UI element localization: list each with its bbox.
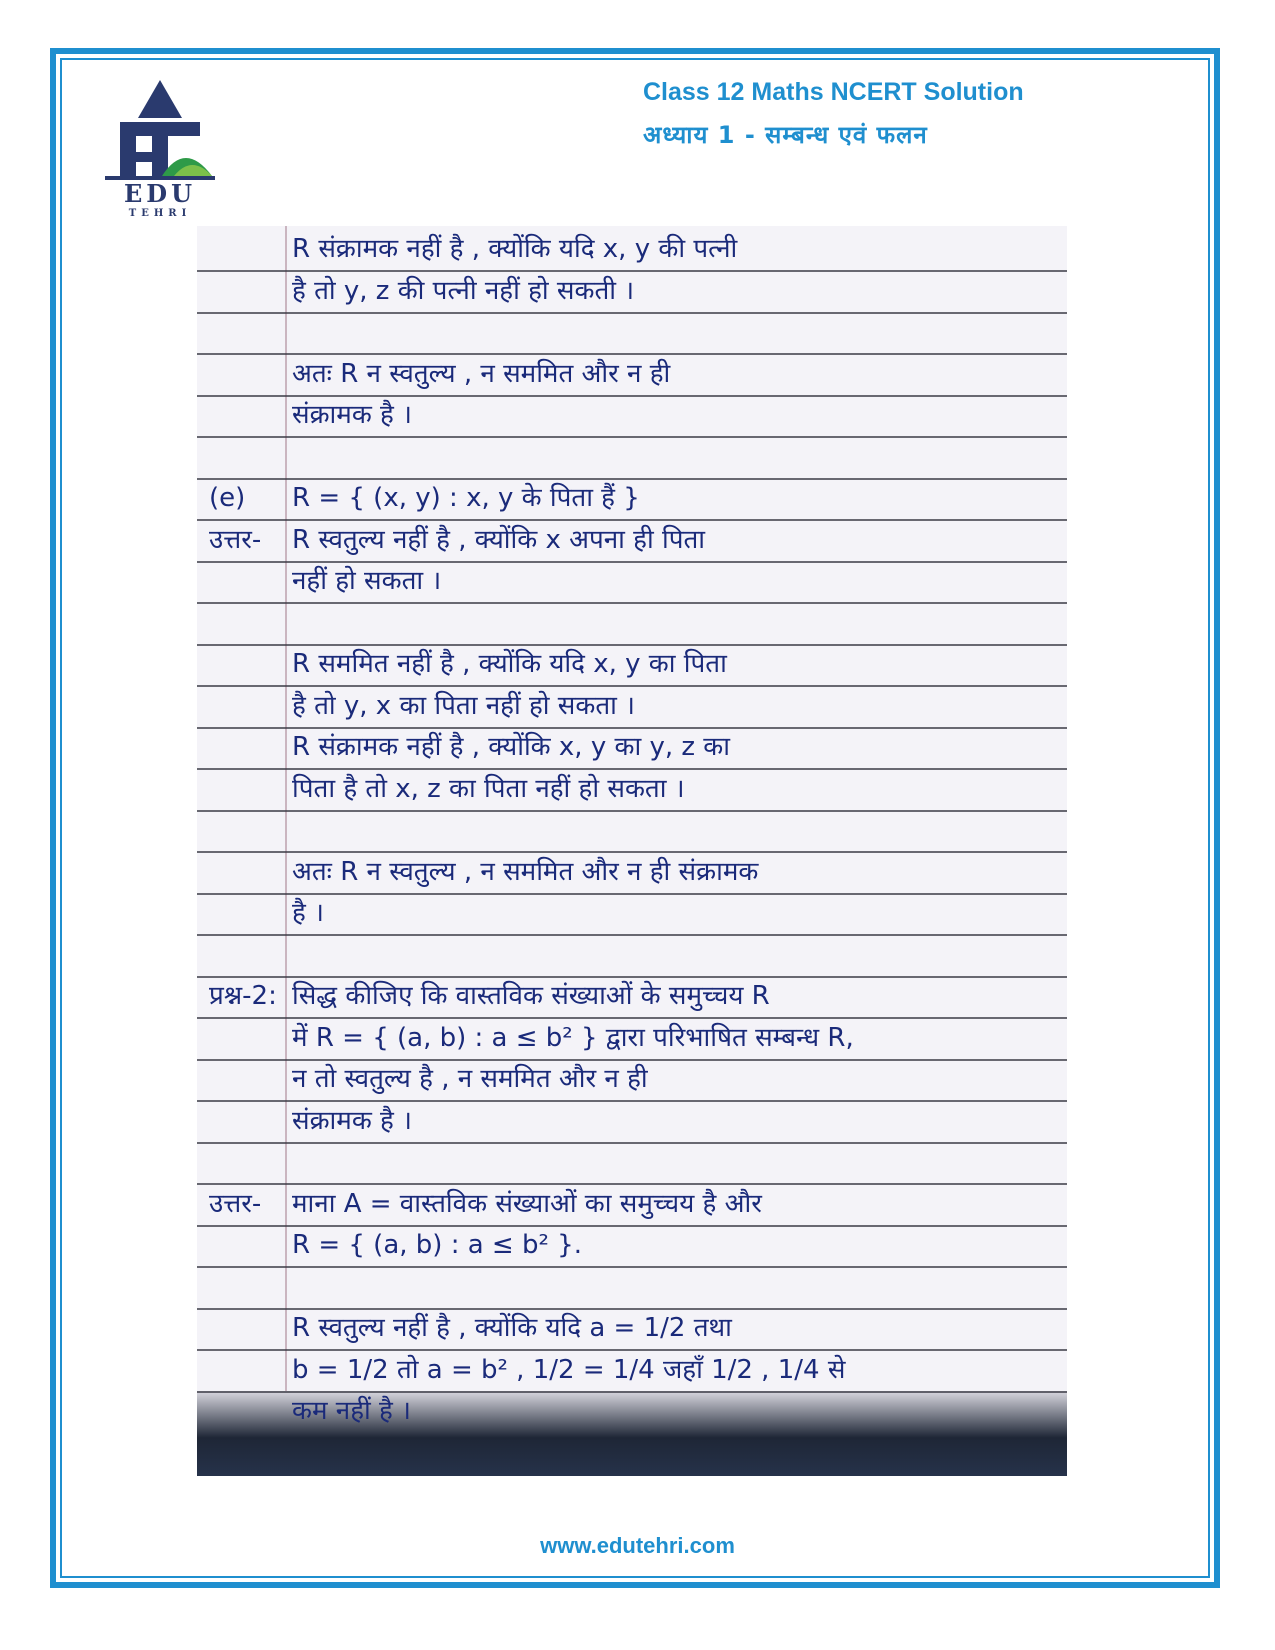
- handwritten-line: b = 1/2 तो a = b² , 1/2 = 1/4 जहाँ 1/2 , 1/4 से: [292, 1354, 846, 1385]
- svg-text:TEHRI: TEHRI: [128, 208, 192, 219]
- notebook-rule: [197, 270, 1067, 272]
- handwritten-line: R = { (a, b) : a ≤ b² }.: [292, 1230, 582, 1260]
- notebook-rule: [197, 1308, 1067, 1310]
- handwritten-line: R स्वतुल्य नहीं है , क्योंकि x अपना ही पिता: [292, 524, 706, 555]
- chapter-subtitle: अध्याय 1 - सम्बन्ध एवं फलन: [643, 121, 928, 149]
- notebook-rule: [197, 1183, 1067, 1185]
- notebook-rule: [197, 893, 1067, 895]
- notebook-rule: [197, 1100, 1067, 1102]
- handwritten-line: सिद्ध कीजिए कि वास्तविक संख्याओं के समुच्चय R: [292, 981, 770, 1011]
- notebook-rule: [197, 1266, 1067, 1268]
- margin-label: उत्तर-: [209, 524, 262, 555]
- notebook-rule: [197, 561, 1067, 563]
- notebook-rule: [197, 685, 1067, 687]
- handwritten-line: में R = { (a, b) : a ≤ b² } द्वारा परिभाषित सम्बन्ध R,: [292, 1022, 854, 1053]
- margin-label: उत्तर-: [209, 1188, 262, 1219]
- notebook-rule: [197, 395, 1067, 397]
- handwritten-line: न तो स्वतुल्य है , न सममित और न ही: [292, 1064, 648, 1094]
- notebook-rule: [197, 1391, 1067, 1393]
- handwritten-line: अतः R न स्वतुल्य , न सममित और न ही संक्रामक: [292, 856, 759, 887]
- notebook-rule: [197, 1142, 1067, 1144]
- notebook-rule: [197, 934, 1067, 936]
- svg-text:EDU: EDU: [123, 179, 197, 208]
- notebook-rule: [197, 312, 1067, 314]
- handwritten-line: R स्वतुल्य नहीं है , क्योंकि यदि a = 1/2 तथा: [292, 1313, 732, 1343]
- footer-website-link[interactable]: www.edutehri.com: [540, 1533, 735, 1558]
- notebook-rule: [197, 1225, 1067, 1227]
- notebook-rule: [197, 1017, 1067, 1019]
- handwritten-line: है तो y, x का पिता नहीं हो सकता ।: [292, 690, 636, 721]
- notebook-rule: [197, 768, 1067, 770]
- notebook-rule: [197, 851, 1067, 853]
- handwritten-line: संक्रामक है ।: [292, 1105, 412, 1136]
- notebook-rule: [197, 1059, 1067, 1061]
- notebook-rule: [197, 478, 1067, 480]
- edu-tehri-logo: [100, 80, 220, 220]
- notebook-rule: [197, 810, 1067, 812]
- handwritten-line: पिता है तो x, z का पिता नहीं हो सकता ।: [292, 773, 685, 804]
- handwritten-line: है तो y, z की पत्नी नहीं हो सकती ।: [292, 275, 635, 306]
- notebook-rule: [197, 644, 1067, 646]
- margin-label: प्रश्न-2:: [209, 981, 277, 1011]
- notebook-photo: [197, 226, 1067, 1476]
- handwritten-line: R संक्रामक नहीं है , क्योंकि x, y का y, z का: [292, 732, 730, 762]
- notebook-rule: [197, 727, 1067, 729]
- notebook-rule: [197, 353, 1067, 355]
- handwritten-line: कम नहीं है ।: [292, 1396, 411, 1426]
- handwritten-line: है ।: [292, 898, 324, 928]
- handwritten-line: R सममित नहीं है , क्योंकि यदि x, y का पिता: [292, 649, 727, 679]
- notebook-rule: [197, 976, 1067, 978]
- handwritten-line: नहीं हो सकता ।: [292, 566, 442, 596]
- header-title: Class 12 Maths NCERT Solution: [643, 78, 1024, 106]
- notebook-rule: [197, 436, 1067, 438]
- handwritten-line: अतः R न स्वतुल्य , न सममित और न ही: [292, 358, 671, 389]
- handwritten-line: संक्रामक है ।: [292, 400, 412, 430]
- handwritten-line: R = { (x, y) : x, y के पिता हैं }: [292, 483, 640, 513]
- handwritten-line: R संक्रामक नहीं है , क्योंकि यदि x, y की पत्नी: [292, 234, 738, 264]
- handwritten-line: माना A = वास्तविक संख्याओं का समुच्चय है और: [292, 1188, 762, 1219]
- margin-label: (e): [209, 483, 246, 513]
- notebook-rule: [197, 1349, 1067, 1351]
- notebook-rule: [197, 519, 1067, 521]
- notebook-rule: [197, 602, 1067, 604]
